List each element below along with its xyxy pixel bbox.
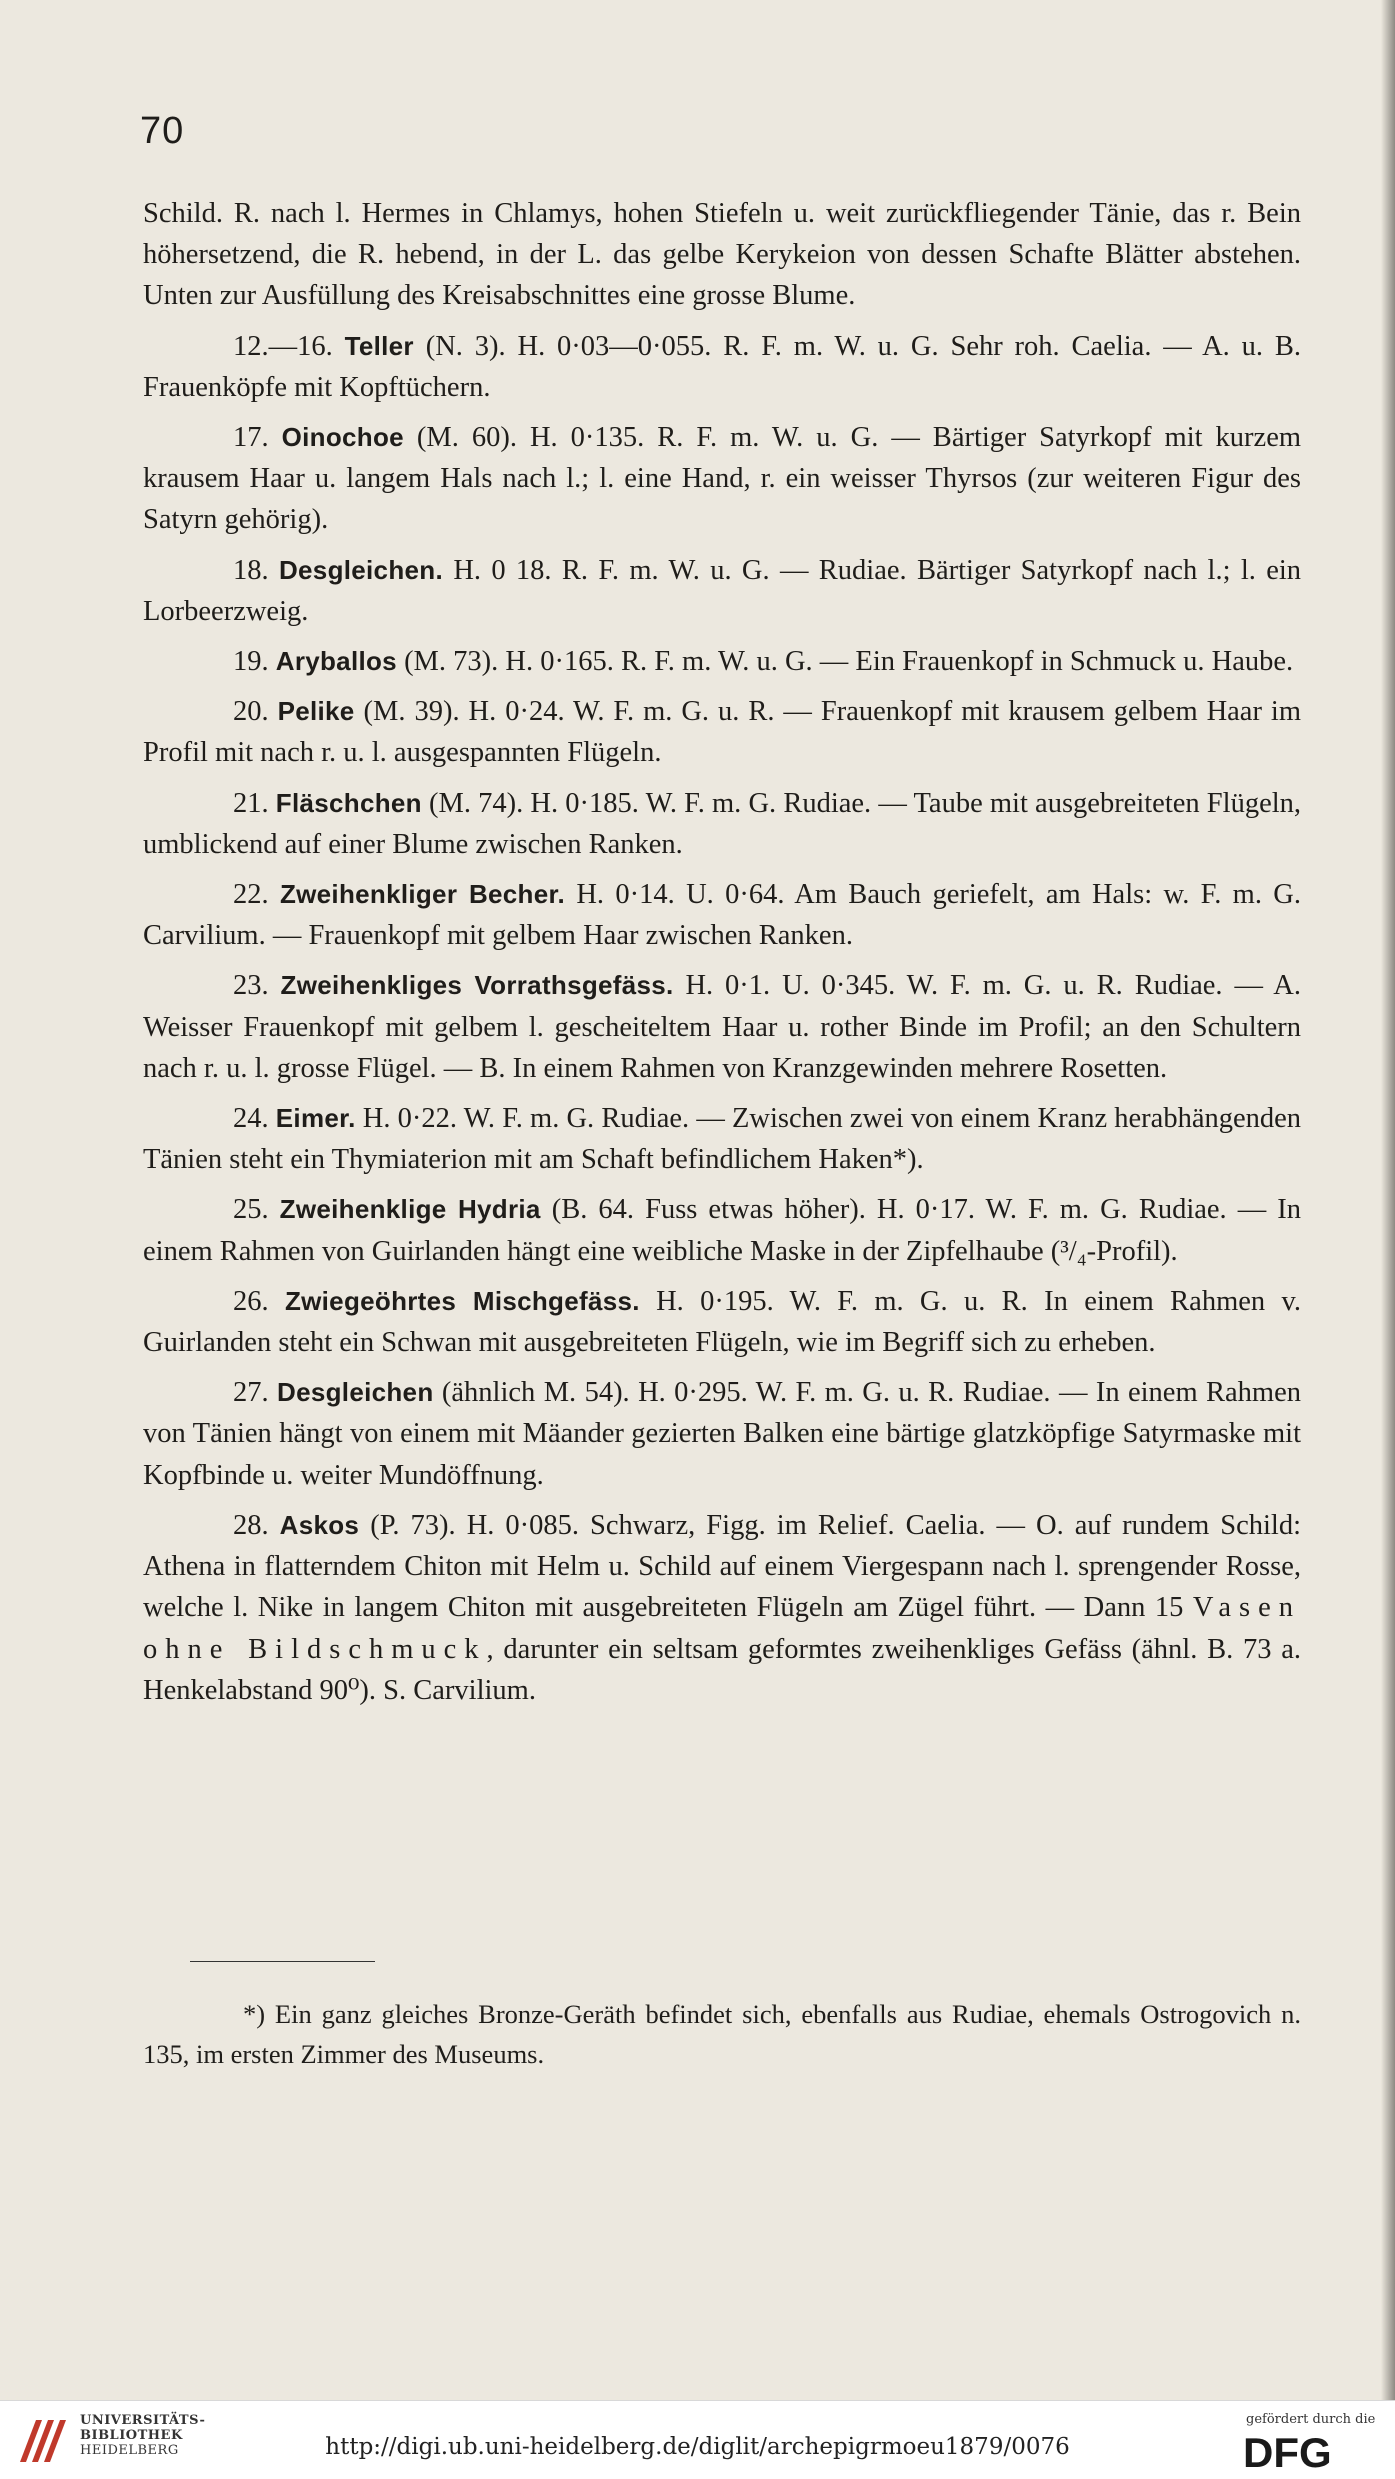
body-text: [143, 193, 1301, 1711]
entry-title: Zweihenkliger Becher.: [279, 879, 566, 910]
entry-number: 22.: [233, 879, 269, 911]
entry-number: 23.: [233, 970, 269, 1002]
entry-text: (ähnlich M. 54). H. 0·295. W. F. m. G. u. R. Rudiae. — In einem Rahmen von Tänien hängt von einem mit Mäander gezierten Balken eine bärtige glatzköpfige Satyrmaske mit Kopfbinde u. weiter Mundöffnung.: [143, 1377, 1302, 1491]
library-name-line: HEIDELBERG: [80, 2443, 179, 2458]
entry-23: [143, 965, 1301, 1089]
entry-text: H. 0·195. W. F. m. G. u. R. In einem Rahmen v. Guirlanden steht ein Schwan mit ausgebreiteten Flügeln, wie im Begriff sich zu erheben.: [143, 1285, 1301, 1359]
entry-25: [143, 1189, 1301, 1271]
entry-17: [143, 417, 1301, 541]
entry-number: 28.: [233, 1509, 269, 1541]
entry-title: Eimer.: [275, 1103, 356, 1134]
entry-title: Fläschchen: [275, 787, 422, 818]
entry-27: [143, 1372, 1301, 1496]
entry-text: H. 0·22. W. F. m. G. Rudiae. — Zwischen zwei von einem Kranz herabhängenden Tänien steht ein Thymiaterion mit am Schaft befindlichem Haken*).: [143, 1103, 1302, 1176]
entry-text: (M. 60). H. 0·135. R. F. m. W. u. G. — Bärtiger Satyrkopf mit kurzem krausem Haar u. langem Hals nach l.; l. eine Hand, r. ein weisser Thyrsos (zur weiteren Figur des Satyrn gehörig).: [143, 422, 1302, 536]
entry-text: (P. 73). H. 0·085. Schwarz, Figg. im Relief. Caelia. — O. auf rundem Schild: Athena in flatterndem Chiton mit Helm u. Schild auf einem Viergespann nach l. sprengender Rosse, welche l. Nike in langem Chiton mit ausgebreiteten Flügeln am Zügel führt. — Dann 15: [143, 1509, 1302, 1624]
footnote: [143, 1994, 1301, 2074]
entry-title: Askos: [279, 1509, 360, 1540]
library-name-line: BIBLIOTHEK: [80, 2428, 183, 2443]
entry-title: Oinochoe: [281, 422, 404, 453]
entry-number: 27.: [233, 1377, 269, 1409]
entry-number: 18.: [233, 554, 269, 586]
entry-28: [143, 1505, 1301, 1711]
footnote-rule: [190, 1961, 375, 1962]
entry-number: 26.: [233, 1285, 269, 1317]
entry-title: Zwiegeöhrtes Mischgefäss.: [284, 1285, 640, 1316]
entry-text: (M. 74). H. 0·185. W. F. m. G. Rudiae. — Taube mit ausgebreiteten Flügeln, umblickend auf einer Blume zwischen Ranken.: [143, 787, 1302, 860]
entry-number: 19.: [233, 646, 269, 678]
entry-title: Aryballos: [275, 646, 397, 677]
entry-text-tail: , darunter ein seltsam geformtes zweihenkliges Gefäss (ähnl. B. 73 a. Henkelabstand 90⁰). S. Carvilium.: [143, 1633, 1301, 1706]
entry-number: 17.: [233, 422, 269, 454]
entry-number: 12.—16.: [233, 330, 333, 362]
entry-24: [143, 1098, 1301, 1180]
entry-text: H. 0·1. U. 0·345. W. F. m. G. u. R. Rudiae. — A. Weisser Frauenkopf mit gelbem l. gescheiteltem Haar u. rother Binde im Profil; an den Schultern nach r. u. l. grosse Flügel. — B. In einem Rahmen von Kranzgewinden mehrere Rosetten.: [143, 970, 1301, 1084]
entry-text: H. 0·14. U. 0·64. Am Bauch geriefelt, am Hals: w. F. m. G. Carvilium. — Frauenkopf mit gelbem Haar zwischen Ranken.: [143, 879, 1301, 952]
page-edge-shadow: [1381, 0, 1395, 2400]
page-number: 70: [140, 110, 185, 152]
entry-20: [143, 691, 1301, 773]
sponsor-caption: gefördert durch die: [1246, 2412, 1376, 2427]
entry-text: (M. 39). H. 0·24. W. F. m. G. u. R. — Frauenkopf mit krausem gelbem Haar im Profil mit nach r. u. l. ausgespannten Flügeln.: [143, 696, 1301, 769]
library-name-line: UNIVERSITÄTS-: [80, 2413, 206, 2428]
footnote-text: *) Ein ganz gleiches Bronze-Geräth befindet sich, ebenfalls aus Rudiae, ehemals Ostrogovich n. 135, im ersten Zimmer des Museums.: [143, 1999, 1301, 2069]
source-url-link[interactable]: http://digi.ub.uni-heidelberg.de/diglit/archepigrmoeu1879/0076: [325, 2434, 1070, 2460]
spaced-emphasis: Vasen ohne Bildschmuck: [143, 1592, 1301, 1665]
entry-number: 24.: [233, 1103, 269, 1135]
entry-21: [143, 783, 1301, 865]
entry-title: Desgleichen.: [278, 554, 443, 585]
entry-text: (B. 64. Fuss etwas höher). H. 0·17. W. F. m. G. Rudiae. — In einem Rahmen von Guirlanden hängt eine weibliche Maske in der Zipfelhaube (³/₄-Profil).: [143, 1194, 1302, 1267]
entry-22: [143, 874, 1301, 956]
dfg-logo-text: DFG: [1243, 2432, 1332, 2470]
entry-18: [143, 550, 1301, 632]
entry-19: [143, 641, 1301, 682]
entry-number: 25.: [233, 1194, 269, 1226]
dfg-logo-icon: [1243, 2432, 1381, 2470]
entry-12: [143, 326, 1301, 408]
entry-title: Pelike: [277, 696, 355, 727]
intro-paragraph: Schild. R. nach l. Hermes in Chlamys, hohen Stiefeln u. weit zurückfliegender Tänie, das r. Bein höhersetzend, die R. hebend, in der L. das gelbe Kerykeion von dessen Schafte Blätter abstehen. Unten zur Ausfüllung des Kreisabschnittes eine grosse Blume.: [143, 198, 1301, 312]
entry-text: H. 0 18. R. F. m. W. u. G. — Rudiae. Bärtiger Satyrkopf nach l.; l. ein Lorbeerzweig.: [143, 554, 1302, 627]
entry-title: Teller: [344, 330, 414, 361]
entry-number: 20.: [233, 696, 269, 728]
entry-title: Zweihenklige Hydria: [279, 1194, 541, 1225]
entry-title: Zweihenkliges Vorrathsgefäss.: [280, 970, 674, 1001]
entry-title: Desgleichen: [277, 1377, 434, 1408]
entry-number: 21.: [233, 787, 269, 819]
entry-text: (M. 73). H. 0·165. R. F. m. W. u. G. — Ein Frauenkopf in Schmuck u. Haube.: [404, 646, 1294, 678]
entry-text: (N. 3). H. 0·03—0·055. R. F. m. W. u. G. Sehr roh. Caelia. — A. u. B. Frauenköpfe mit Kopftüchern.: [143, 330, 1301, 403]
entry-26: [143, 1281, 1301, 1363]
